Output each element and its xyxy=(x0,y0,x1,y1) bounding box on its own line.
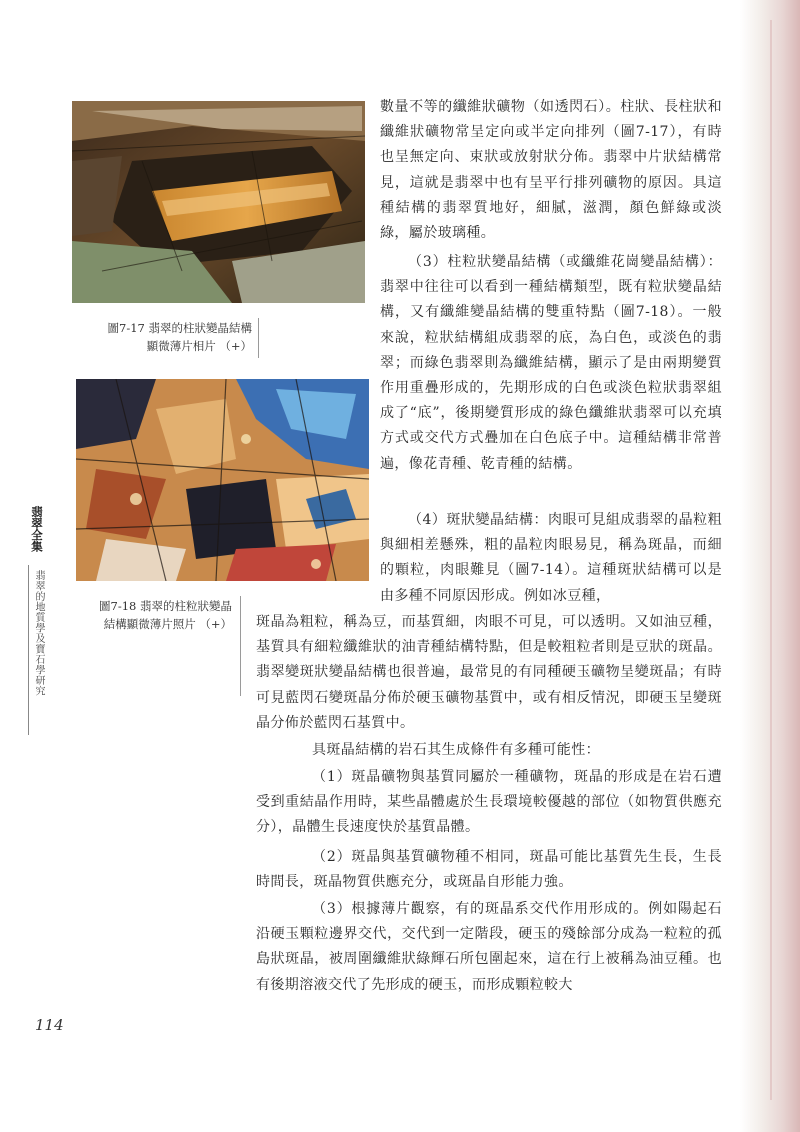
paragraph-1: 數量不等的纖維狀礦物（如透閃石）。柱狀、長柱狀和纖維狀礦物常呈定向或半定向排列（圖7-17），有時也呈無定向、束狀或放射狀分佈。翡翠中片狀結構常見，這就是翡翠中也有呈平行排列礦物的原因。具這種結構的翡翠質地好，細膩，滋潤，顏色鮮綠或淡綠，屬於玻璃種。 xyxy=(380,99,722,242)
figure-7-17-caption-line-2: 顯微薄片相片 （+） xyxy=(146,339,252,353)
page-number: 114 xyxy=(35,1016,64,1034)
paragraph-7: （3）根據薄片觀察，有的斑晶系交代作用形成的。例如陽起石沿硬玉顆粒邊界交代，交代到一定階段，硬玉的殘餘部分成為一粒粒的孤島狀斑晶，被周圍纖維狀綠輝石所包圍起來，這在行上被稱為油豆種。也有後期溶液交代了先形成的硬玉，而形成顆粒較大 xyxy=(256,901,722,993)
paragraph-5: （1）斑晶礦物與基質同屬於一種礦物，斑晶的形成是在岩石遭受到重結晶作用時，某些晶體處於生長環境較優越的部位（如物質供應充分），晶體生長速度快於基質晶體。 xyxy=(256,769,722,836)
figure-7-17-caption-rule xyxy=(258,318,259,358)
running-title-rule xyxy=(28,565,29,735)
figure-7-18-caption-rule xyxy=(240,596,241,696)
figure-7-18-caption-line-1: 圖7-18 翡翠的柱粒狀變晶 xyxy=(99,599,232,613)
figure-7-17-caption-line-1: 圖7-17 翡翠的柱狀變晶結構 xyxy=(107,321,252,335)
running-subtitle: 翡翠的地質學及寶石學研究 xyxy=(33,570,44,696)
running-title: 翡翠全集 xyxy=(30,506,44,552)
paragraph-6: （2）斑晶與基質礦物種不相同，斑晶可能比基質先生長，生長時間長，斑晶物質供應充分，或斑晶自形能力強。 xyxy=(256,849,722,891)
paragraph-3b: 斑晶為粗粒，稱為豆，而基質細，肉眼不可見，可以透明。又如油豆種，基質具有細粒纖維狀的油青種結構特點，但是較粗粒者則是豆狀的斑晶。翡翠變斑狀變晶結構也很普遍，最常見的有同種硬玉礦物呈變斑晶；有時可見藍閃石變斑晶分佈於硬玉礦物基質中，或有相反情況，即硬玉呈變斑晶分佈於藍閃石基質中。 xyxy=(256,614,722,731)
figure-7-18-caption xyxy=(60,597,232,633)
figure-7-18-photo xyxy=(76,379,369,581)
paragraph-3a: （4）斑狀變晶結構：肉眼可見組成翡翠的晶粒粗與細相差懸殊，粗的晶粒肉眼易見，稱為斑晶，而細的顆粒，肉眼難見（圖7-14）。這種斑狀結構可以是由多種不同原因形成。例如冰豆種， xyxy=(380,512,722,604)
figure-7-18-caption-line-2: 結構顯微薄片照片 （+） xyxy=(103,617,232,631)
figure-7-17-photo xyxy=(72,101,365,303)
paragraph-2: （3）柱粒狀變晶結構（或纖維花崗變晶結構）：翡翠中往往可以看到一種結構類型，既有粒狀變晶結構，又有纖維變晶結構的雙重特點（圖7-18）。一般來說，粒狀結構組成翡翠的底，為白色，或淡色的翡翠；而綠色翡翠則為纖維結構，顯示了是由兩期變質作用重疊形成的，先期形成的白色或淡色粒狀翡翠組成了“底”，後期變質形成的綠色纖維狀翡翠可以充填方式或交代方式疊加在白色底子中。這種結構非常普遍，像花青種、乾青種的結構。 xyxy=(380,254,722,472)
book-spine-line xyxy=(770,20,772,1100)
figure-7-17-caption xyxy=(82,319,252,355)
paragraph-4: 具斑晶結構的岩石其生成條件有多種可能性： xyxy=(312,742,600,758)
